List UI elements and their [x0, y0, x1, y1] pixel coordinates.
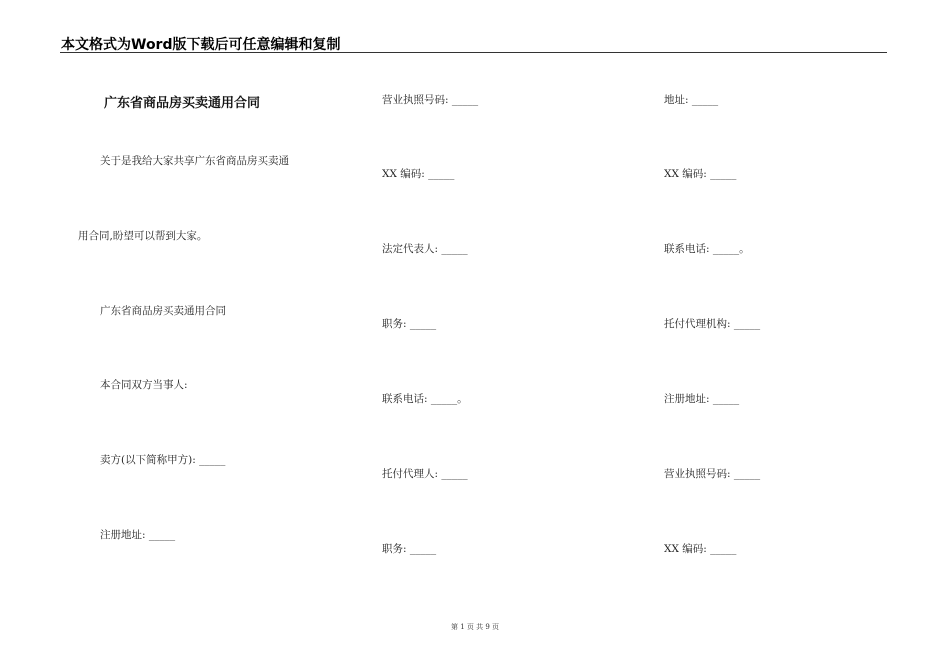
- col1-line-1: 关于是我给大家共享广东省商品房买卖通: [100, 155, 289, 167]
- col1-line-2: 用合同,盼望可以帮到大家。: [78, 230, 208, 242]
- col2-line-4: 职务: _____: [382, 318, 437, 330]
- header-title: 本文格式为Word版下载后可任意编辑和复制: [61, 37, 341, 53]
- col3-line-6: 营业执照号码: _____: [664, 468, 761, 480]
- col3-line-2: XX 编码: _____: [664, 168, 737, 180]
- header-divider: [60, 52, 887, 53]
- col2-line-2: XX 编码: _____: [382, 168, 455, 180]
- col3-line-1: 地址: _____: [664, 94, 719, 106]
- col1-line-3: 广东省商品房买卖通用合同: [100, 305, 226, 317]
- col1-line-6: 注册地址: _____: [100, 529, 176, 541]
- document-title: 广东省商品房买卖通用合同: [104, 96, 261, 111]
- col1-line-5: 卖方(以下简称甲方): _____: [100, 454, 226, 466]
- col3-line-7: XX 编码: _____: [664, 543, 737, 555]
- col2-line-6: 托付代理人: _____: [382, 468, 468, 480]
- col2-line-7: 职务: _____: [382, 543, 437, 555]
- col3-line-4: 托付代理机构: _____: [664, 318, 761, 330]
- col2-line-3: 法定代表人: _____: [382, 243, 468, 255]
- page-footer: 第 1 页 共 9 页: [450, 623, 500, 631]
- col2-line-5: 联系电话: _____。: [382, 393, 468, 405]
- col2-line-1: 营业执照号码: _____: [382, 94, 479, 106]
- col3-line-5: 注册地址: _____: [664, 393, 740, 405]
- col3-line-3: 联系电话: _____。: [664, 243, 750, 255]
- col1-line-4: 本合同双方当事人:: [100, 379, 188, 391]
